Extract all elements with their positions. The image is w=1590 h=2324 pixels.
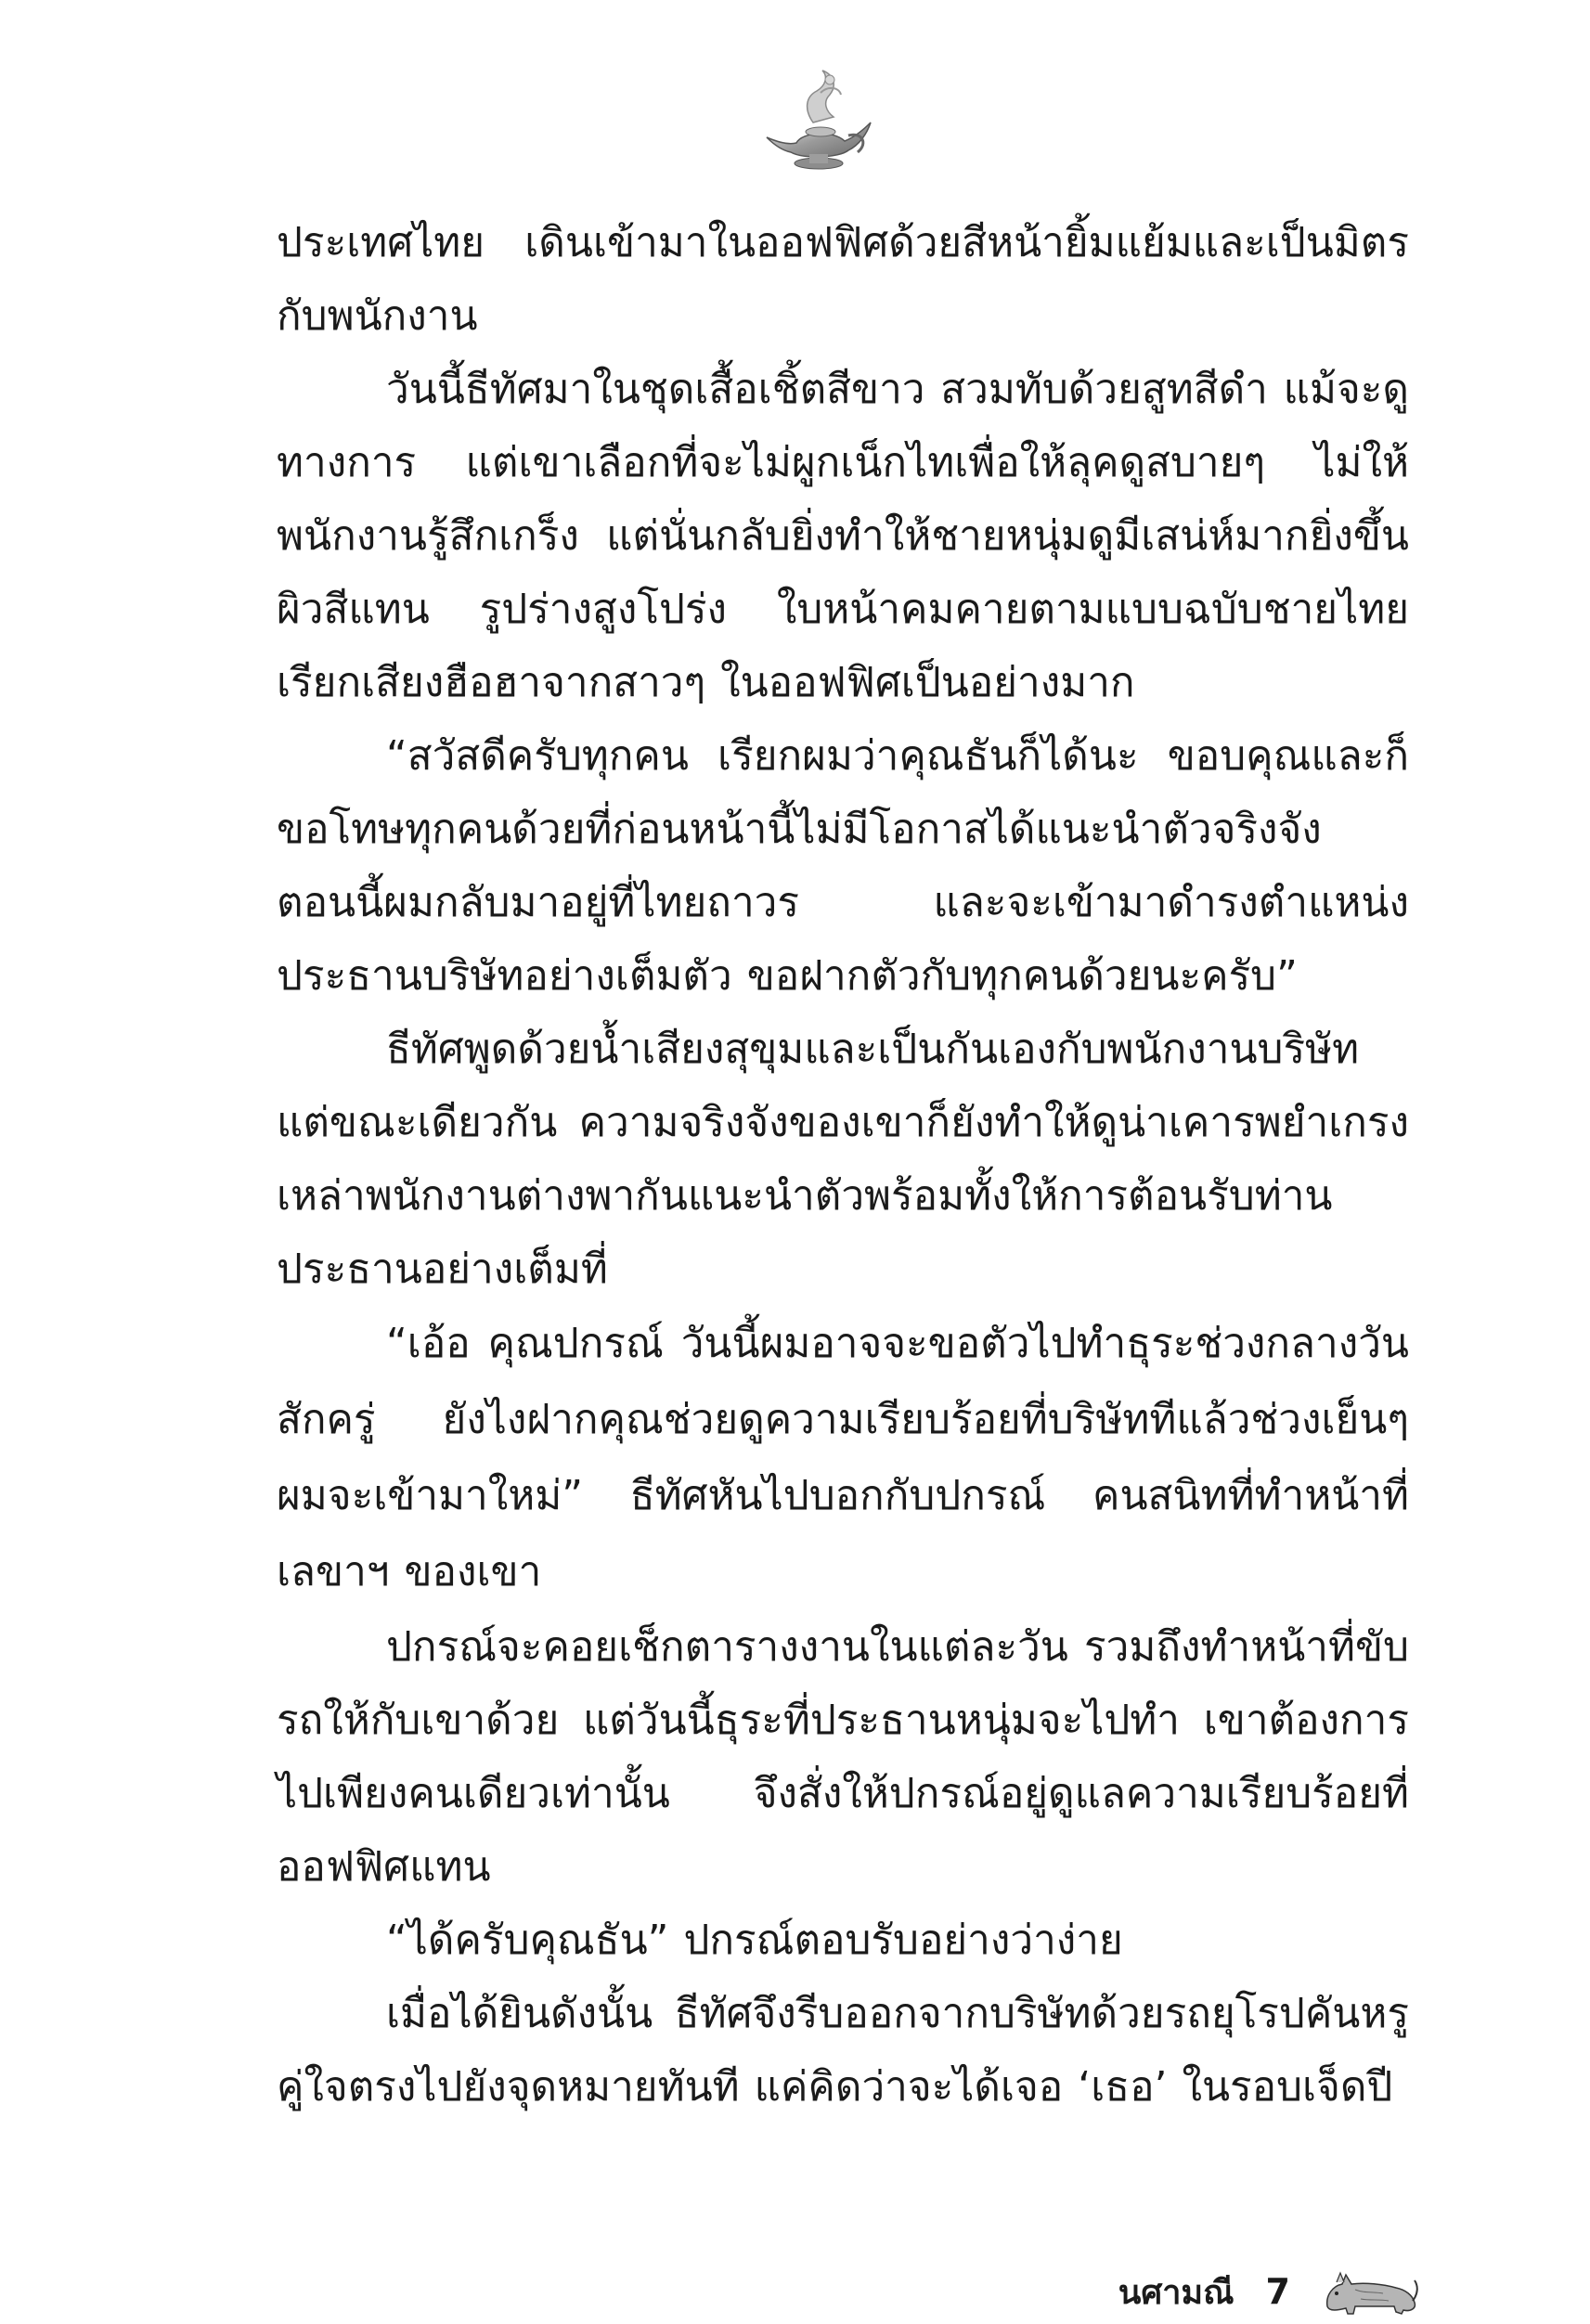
book-title: นศามณี — [1118, 2273, 1235, 2312]
paragraph-7: “ได้ครับคุณธัน” ปกรณ์ตอบรับอย่างว่าง่าย — [386, 1917, 1123, 1964]
paragraph-6: ปกรณ์จะคอยเช็กตารางงานในแต่ละวัน รวมถึงทำหน้าที่ขับรถให้กับเขาด้วย แต่วันนี้ธุระที่ประธานหนุ่มจะไปทำ เขาต้องการไปเพียงคนเดียวเท่านั้น จึงสั่งให้ปกรณ์อยู่ดูแลความเรียบร้อยที่ออฟฟิศแทน — [277, 1623, 1409, 1891]
body-text — [277, 206, 1409, 2124]
paragraph-5: “เอ้อ คุณปกรณ์ วันนี้ผมอาจจะขอตัวไปทำธุระช่วงกลางวันสักครู่ ยังไงฝากคุณช่วยดูความเรียบร้อยที่บริษัททีแล้วช่วงเย็นๆ ผมจะเข้ามาใหม่” ธีทัศหันไปบอกกับปกรณ์ คนสนิทที่ทำหน้าที่เลขาฯ ของเขา — [277, 1320, 1409, 1595]
paragraph-3: “สวัสดีครับทุกคน เรียกผมว่าคุณธันก็ได้นะ ขอบคุณและก็ขอโทษทุกคนด้วยที่ก่อนหน้านี้ไม่มีโอกาสได้แนะนำตัวจริงจัง ตอนนี้ผมกลับมาอยู่ที่ไทยถาวร และจะเข้ามาดำรงตำแหน่งประธานบริษัทอย่างเต็มตัว ขอฝากตัวกับทุกคนด้วยนะครับ” — [277, 732, 1409, 1000]
paragraph-8: เมื่อได้ยินดังนั้น ธีทัศจึงรีบออกจากบริษัทด้วยรถยุโรปคันหรูคู่ใจตรงไปยังจุดหมายทันที แค่คิดว่าจะได้เจอ ‘เธอ’ ในรอบเจ็ดปี — [277, 1990, 1409, 2111]
cat-icon — [1318, 2266, 1420, 2318]
page-footer — [1105, 2259, 1420, 2324]
paragraph-2: วันนี้ธีทัศมาในชุดเสื้อเชิ้ตสีขาว สวมทับด้วยสูทสีดำ แม้จะดูทางการ แต่เขาเลือกที่จะไม่ผูกเน็กไทเพื่อให้ลุคดูสบายๆ ไม่ให้พนักงานรู้สึกเกร็ง แต่นั่นกลับยิ่งทำให้ชายหนุ่มดูมีเสน่ห์มากยิ่งขึ้น ผิวสีแทน รูปร่างสูงโปร่ง ใบหน้าคมคายตามแบบฉบับชายไทย เรียกเสียงฮือฮาจากสาวๆ ในออฟฟิศเป็นอย่างมาก — [277, 366, 1409, 706]
page-number: 7 — [1265, 2271, 1290, 2312]
genie-lamp-icon — [748, 65, 887, 176]
paragraph-1: ประเทศไทย เดินเข้ามาในออฟฟิศด้วยสีหน้ายิ้มแย้มและเป็นมิตรกับพนักงาน — [277, 219, 1409, 340]
paragraph-4: ธีทัศพูดด้วยน้ำเสียงสุขุมและเป็นกันเองกับพนักงานบริษัท แต่ขณะเดียวกัน ความจริงจังของเขาก็ยังทำให้ดูน่าเคารพยำเกรง เหล่าพนักงานต่างพากันแนะนำตัวพร้อมทั้งให้การต้อนรับท่านประธานอย่างเต็มที่ — [277, 1026, 1409, 1293]
